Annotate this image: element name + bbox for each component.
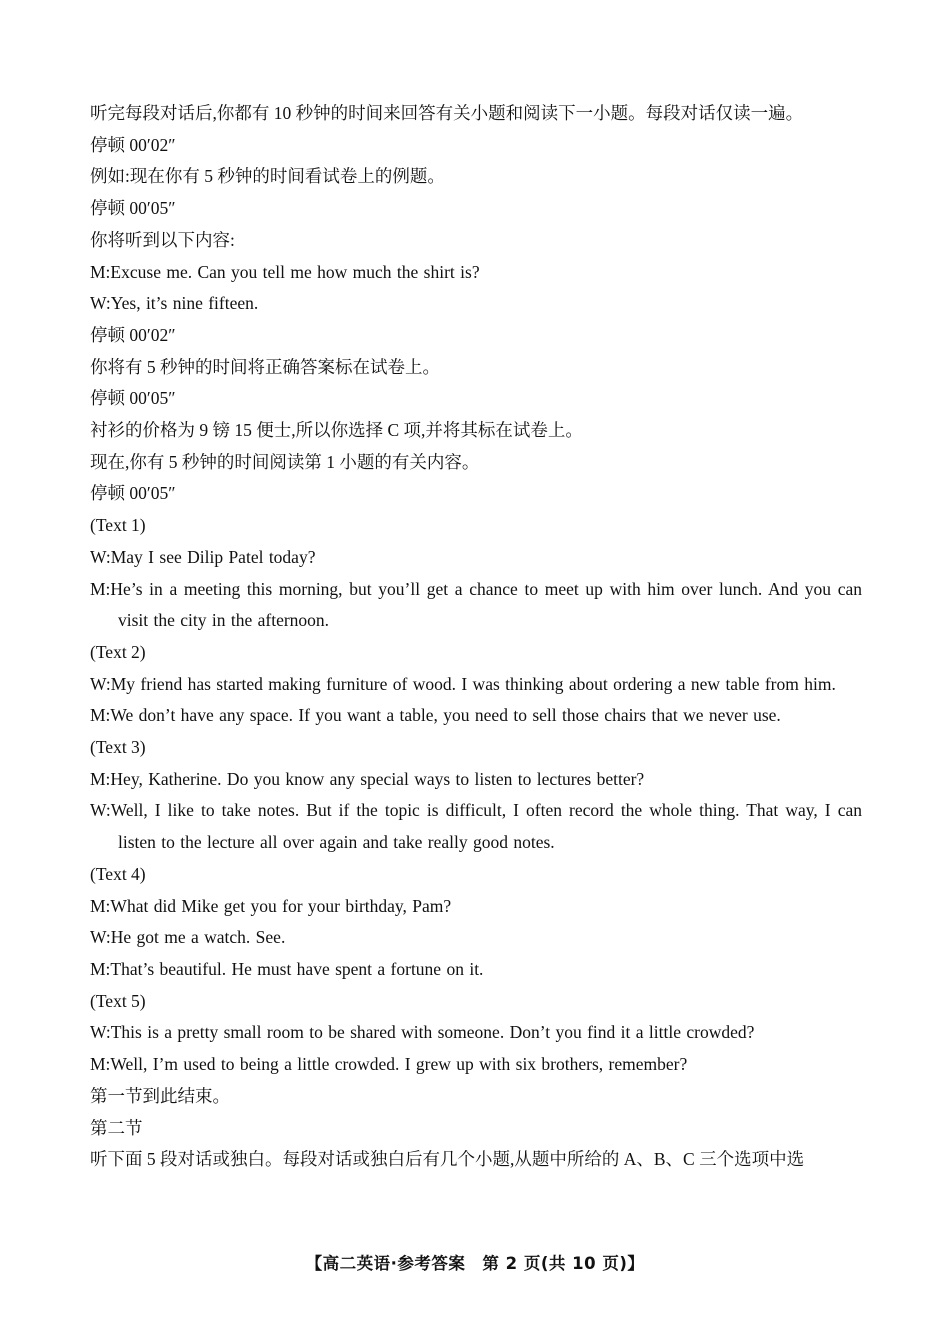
instruction-line: 例如:现在你有 5 秒钟的时间看试卷上的例题。 bbox=[90, 166, 445, 187]
section-end-line: 第一节到此结束。 bbox=[90, 1085, 230, 1106]
pause-line: 停顿 00′02″ bbox=[90, 134, 176, 155]
dialogue-line: M:Well, I’m used to being a little crowded. I grew up with six brothers, remember? bbox=[90, 1054, 688, 1075]
dialogue-line: W:Well, I like to take notes. But if the topic is difficult, I often record the whole thing. That way, I can listen to the lecture all over again and take really good notes. bbox=[90, 800, 862, 853]
text-heading: (Text 1) bbox=[90, 515, 146, 536]
pause-line: 停顿 00′05″ bbox=[90, 198, 176, 219]
instruction-line: 你将听到以下内容: bbox=[90, 229, 235, 250]
dialogue-line: M:What did Mike get you for your birthday, Pam? bbox=[90, 895, 452, 916]
dialogue-line: W:My friend has started making furniture of wood. I was thinking about ordering a new table from him. bbox=[90, 673, 836, 694]
dialogue-line: W:He got me a watch. See. bbox=[90, 927, 286, 948]
instruction-line: 听完每段对话后,你都有 10 秒钟的时间来回答有关小题和阅读下一小题。每段对话仅读一遍。 bbox=[90, 103, 804, 123]
dialogue-line: M:Excuse me. Can you tell me how much the shirt is? bbox=[90, 261, 480, 282]
dialogue-line: W:This is a pretty small room to be shared with someone. Don’t you find it a little crowded? bbox=[90, 1022, 755, 1043]
dialogue-line: M:He’s in a meeting this morning, but you’ll get a chance to meet up with him over lunch. And you can visit the city in the afternoon. bbox=[90, 578, 862, 631]
pause-line: 停顿 00′02″ bbox=[90, 324, 176, 345]
text-heading: (Text 4) bbox=[90, 863, 146, 884]
pause-line: 停顿 00′05″ bbox=[90, 483, 176, 504]
instruction-line: 你将有 5 秒钟的时间将正确答案标在试卷上。 bbox=[90, 356, 440, 377]
text-heading: (Text 2) bbox=[90, 641, 146, 662]
dialogue-line: W:Yes, it’s nine fifteen. bbox=[90, 293, 259, 314]
dialogue-line: W:May I see Dilip Patel today? bbox=[90, 546, 316, 567]
text-heading: (Text 5) bbox=[90, 990, 146, 1011]
section-heading: 第二节 bbox=[90, 1117, 143, 1138]
instruction-line: 衬衫的价格为 9 镑 15 便士,所以你选择 C 项,并将其标在试卷上。 bbox=[90, 420, 583, 441]
instruction-line: 现在,你有 5 秒钟的时间阅读第 1 小题的有关内容。 bbox=[90, 451, 480, 472]
dialogue-line: M:Hey, Katherine. Do you know any special ways to listen to lectures better? bbox=[90, 768, 645, 789]
dialogue-line: M:That’s beautiful. He must have spent a fortune on it. bbox=[90, 958, 484, 979]
instruction-line: 听下面 5 段对话或独白。每段对话或独白后有几个小题,从题中所给的 A、B、C 三个选项中选 bbox=[90, 1149, 805, 1170]
text-heading: (Text 3) bbox=[90, 737, 146, 758]
page-footer: 【高二英语·参考答案 第 2 页(共 10 页)】 bbox=[305, 1254, 645, 1273]
dialogue-line: M:We don’t have any space. If you want a table, you need to sell those chairs that we never use. bbox=[90, 705, 781, 726]
document-body bbox=[90, 98, 862, 1176]
pause-line: 停顿 00′05″ bbox=[90, 388, 176, 409]
